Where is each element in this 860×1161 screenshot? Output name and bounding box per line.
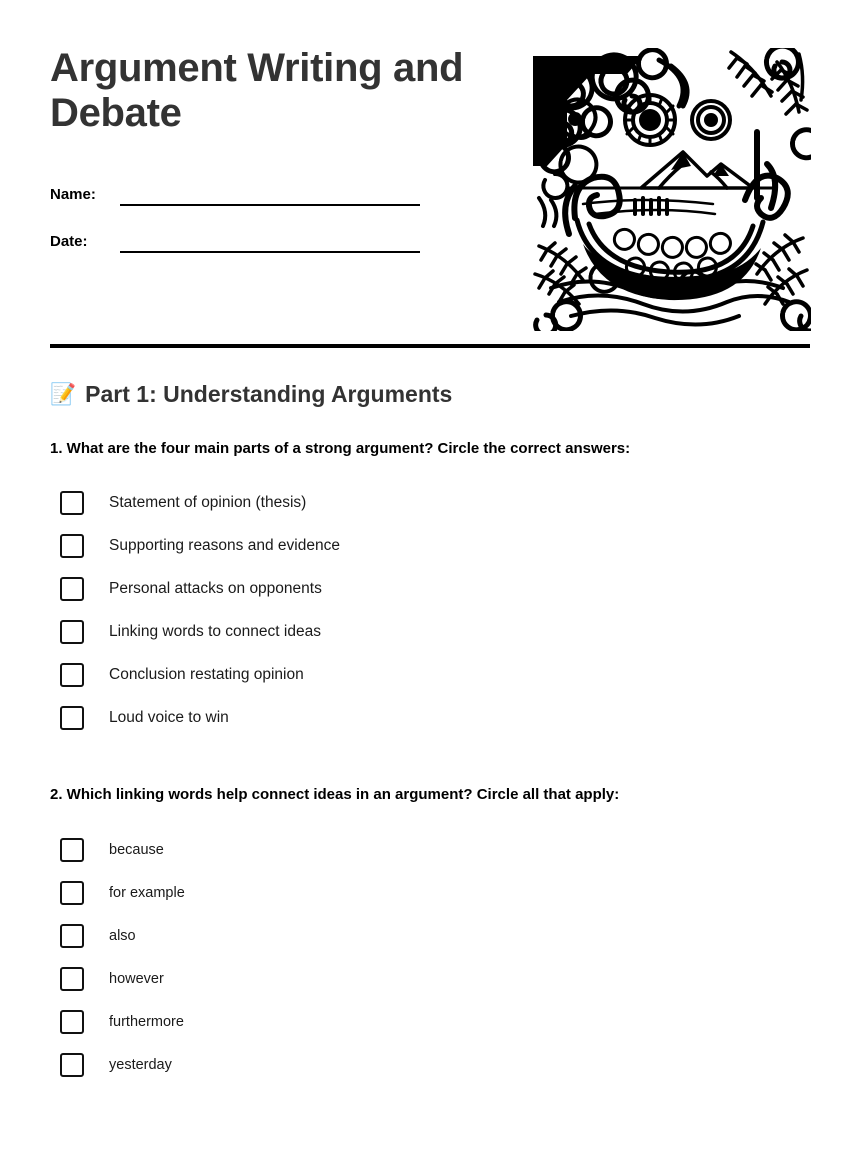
option-label: furthermore bbox=[109, 1013, 184, 1030]
worksheet-header bbox=[50, 46, 810, 336]
option-row[interactable] bbox=[50, 872, 810, 915]
option-row[interactable] bbox=[50, 958, 810, 1001]
option-row[interactable] bbox=[50, 525, 810, 568]
checkbox-icon[interactable] bbox=[60, 1010, 84, 1034]
maori-waka-artwork bbox=[531, 48, 811, 331]
option-label: Linking words to connect ideas bbox=[109, 622, 321, 640]
question-2-text: 2. Which linking words help connect ideas in an argument? Circle all that apply: bbox=[50, 785, 620, 803]
option-label: Loud voice to win bbox=[109, 708, 229, 726]
date-input-line[interactable] bbox=[120, 250, 420, 253]
question-2-options bbox=[50, 829, 810, 1087]
name-input-line[interactable] bbox=[120, 203, 420, 206]
checkbox-icon[interactable] bbox=[60, 620, 84, 644]
option-row[interactable] bbox=[50, 611, 810, 654]
page-title: Argument Writing and Debate bbox=[50, 46, 464, 135]
option-label: Statement of opinion (thesis) bbox=[109, 493, 307, 511]
date-field-row bbox=[50, 215, 520, 253]
option-row[interactable] bbox=[50, 915, 810, 958]
option-label: Conclusion restating opinion bbox=[109, 665, 304, 683]
student-info-fields bbox=[50, 168, 520, 253]
option-label: because bbox=[109, 841, 164, 858]
checkbox-icon[interactable] bbox=[60, 534, 84, 558]
option-label: Personal attacks on opponents bbox=[109, 579, 322, 597]
question-block-2 bbox=[50, 785, 810, 1087]
checkbox-icon[interactable] bbox=[60, 1053, 84, 1077]
question-block-1 bbox=[50, 439, 810, 739]
option-row[interactable] bbox=[50, 829, 810, 872]
question-1-text: 1. What are the four main parts of a strong argument? Circle the correct answers: bbox=[50, 440, 631, 458]
section-heading-label: Part 1: Understanding Arguments bbox=[85, 381, 453, 407]
option-row[interactable] bbox=[50, 1001, 810, 1044]
option-label: Supporting reasons and evidence bbox=[109, 536, 340, 554]
worksheet-content bbox=[50, 382, 810, 1087]
name-label: Name: bbox=[50, 185, 96, 203]
option-row[interactable] bbox=[50, 654, 810, 697]
option-label: also bbox=[109, 927, 136, 944]
title-block bbox=[50, 46, 520, 262]
checkbox-icon[interactable] bbox=[60, 838, 84, 862]
checkbox-icon[interactable] bbox=[60, 924, 84, 948]
option-row[interactable] bbox=[50, 482, 810, 525]
checkbox-icon[interactable] bbox=[60, 706, 84, 730]
option-row[interactable] bbox=[50, 568, 810, 611]
memo-icon: 📝 bbox=[50, 383, 77, 407]
name-field-row bbox=[50, 168, 520, 206]
date-label: Date: bbox=[50, 232, 88, 250]
question-1-options bbox=[50, 482, 810, 740]
section-heading-part-1 bbox=[50, 382, 810, 407]
checkbox-icon[interactable] bbox=[60, 663, 84, 687]
option-label: for example bbox=[109, 884, 185, 901]
header-divider bbox=[50, 344, 810, 348]
checkbox-icon[interactable] bbox=[60, 881, 84, 905]
option-label: yesterday bbox=[109, 1056, 172, 1073]
checkbox-icon[interactable] bbox=[60, 491, 84, 515]
checkbox-icon[interactable] bbox=[60, 967, 84, 991]
option-label: however bbox=[109, 970, 164, 987]
checkbox-icon[interactable] bbox=[60, 577, 84, 601]
option-row[interactable] bbox=[50, 1044, 810, 1087]
option-row[interactable] bbox=[50, 697, 810, 740]
